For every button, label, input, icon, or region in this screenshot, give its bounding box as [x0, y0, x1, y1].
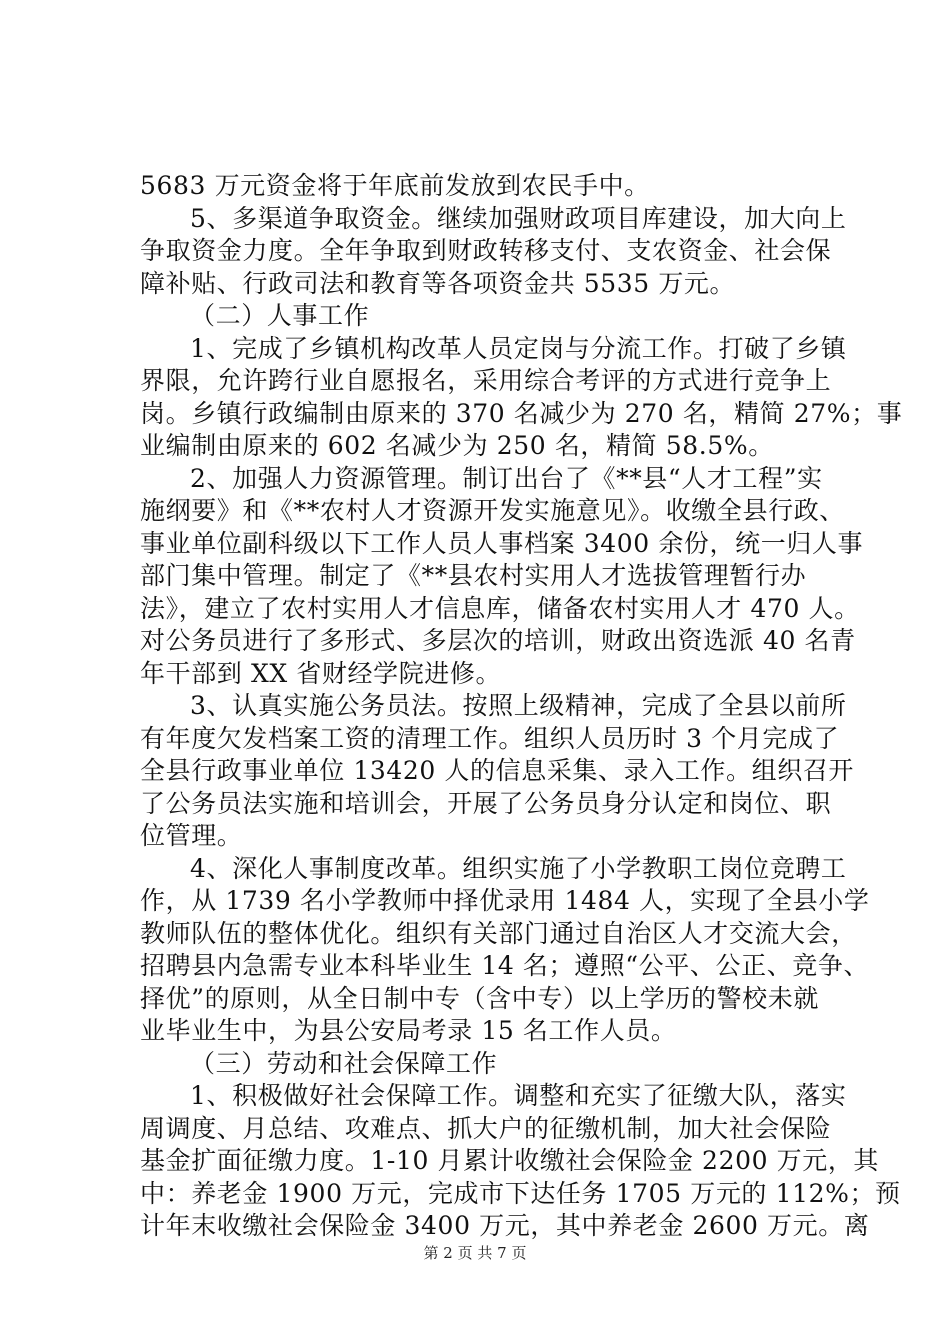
text-line: 年干部到 XX 省财经学院进修。: [140, 658, 502, 688]
text-line: 5683 万元资金将于年底前发放到农民手中。: [140, 171, 650, 200]
text-line: 基金扩面征缴力度。1-10 月累计收缴社会保险金 2200 万元，其: [140, 1146, 880, 1175]
text-line: 作，从 1739 名小学教师中择优录用 1484 人，实现了全县小学: [140, 886, 870, 915]
text-line: 施纲要》和《**农村人才资源开发实施意见》。收缴全县行政、: [140, 496, 845, 525]
text-line: 部门集中管理。制定了《**县农村实用人才选拔管理暂行办: [140, 561, 807, 590]
text-line: 教师队伍的整体优化。组织有关部门通过自治区人才交流大会，: [140, 918, 857, 948]
text-line: 位管理。: [140, 821, 243, 850]
text-line: 1、完成了乡镇机构改革人员定岗与分流工作。打破了乡镇: [190, 333, 847, 363]
text-line: 5、多渠道争取资金。继续加强财政项目库建设，加大向上: [190, 203, 847, 233]
text-line: 业毕业生中，为县公安局考录 15 名工作人员。: [140, 1016, 677, 1045]
text-line: 法》，建立了农村实用人才信息库，储备农村实用人才 470 人。: [140, 593, 860, 623]
text-line: （三）劳动和社会保障工作: [190, 1048, 498, 1078]
text-line: 岗。乡镇行政编制由原来的 370 名减少为 270 名，精简 27%；事: [140, 398, 903, 428]
text-line: 事业单位副科级以下工作人员人事档案 3400 余份，统一归人事: [140, 528, 864, 558]
text-line: 3、认真实施公务员法。按照上级精神，完成了全县以前所: [190, 691, 847, 720]
text-line: 计年末收缴社会保险金 3400 万元，其中养老金 2600 万元。离: [140, 1211, 870, 1240]
text-line: 2、加强人力资源管理。制订出台了《**县“人才工程”实: [190, 463, 823, 493]
text-line: 全县行政事业单位 13420 人的信息采集、录入工作。组织召开: [140, 756, 855, 785]
text-line: 了公务员法实施和培训会，开展了公务员身分认定和岗位、职: [140, 788, 832, 818]
text-line: 招聘县内急需专业本科毕业生 14 名；遵照“公平、公正、竞争、: [140, 951, 870, 980]
text-line: 中：养老金 1900 万元，完成市下达任务 1705 万元的 112%；预: [140, 1178, 901, 1208]
text-line: 4、深化人事制度改革。组织实施了小学教职工岗位竞聘工: [190, 853, 847, 883]
text-line: 障补贴、行政司法和教育等各项资金共 5535 万元。: [140, 268, 736, 298]
document-body: [140, 170, 903, 1243]
text-line: 争取资金力度。全年争取到财政转移支付、支农资金、社会保: [140, 236, 832, 265]
text-line: （二）人事工作: [190, 301, 370, 330]
text-line: 对公务员进行了多形式、多层次的培训，财政出资选派 40 名青: [140, 626, 856, 655]
text-line: 1、积极做好社会保障工作。调整和充实了征缴大队，落实: [190, 1081, 847, 1110]
text-line: 择优”的原则，从全日制中专（含中专）以上学历的警校未就: [140, 983, 819, 1013]
text-line: 界限，允许跨行业自愿报名，采用综合考评的方式进行竞争上: [140, 366, 832, 395]
text-line: 业编制由原来的 602 名减少为 250 名，精简 58.5%。: [140, 431, 774, 460]
page-number-footer: 第 2 页 共 7 页: [423, 1244, 527, 1262]
text-line: 周调度、月总结、攻难点、抓大户的征缴机制，加大社会保险: [140, 1113, 832, 1143]
text-line: 有年度欠发档案工资的清理工作。组织人员历时 3 个月完成了: [140, 723, 840, 753]
